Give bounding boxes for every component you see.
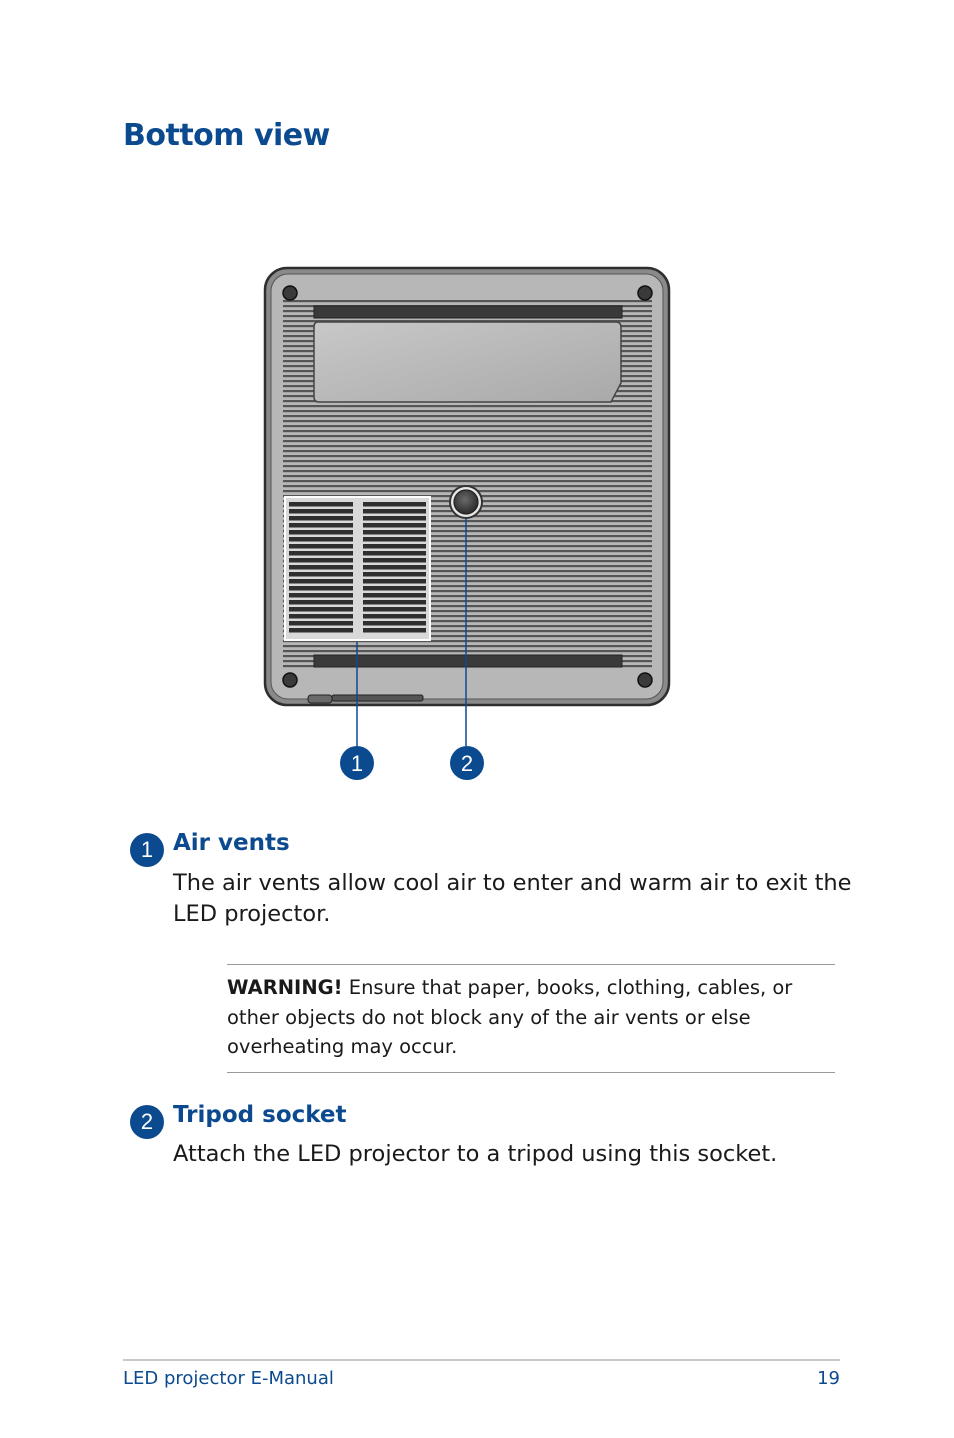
vent-slat <box>289 628 353 633</box>
vent-slat <box>363 509 426 514</box>
ridge-line <box>283 445 652 447</box>
vent-slat <box>289 607 353 612</box>
warning-label: WARNING! <box>227 976 343 999</box>
vent-slat <box>289 579 353 584</box>
vent-slat <box>363 502 426 507</box>
item-number-badge-2: 2 <box>130 1105 164 1139</box>
vent-slat <box>363 537 426 542</box>
callout-label-2: 2 <box>460 751 474 776</box>
vent-slat <box>363 572 426 577</box>
warning-box <box>227 964 835 1073</box>
item-description-air-vents: The air vents allow cool air to enter and warm air to exit the LED projector. <box>173 870 852 927</box>
bottom-slot <box>314 655 622 667</box>
ridge-line <box>283 300 652 302</box>
vent-slat <box>289 502 353 507</box>
callout-label-1: 1 <box>350 751 364 776</box>
ridge-line <box>283 425 652 427</box>
ridge-line <box>283 475 652 477</box>
vent-slat <box>289 509 353 514</box>
ridge-line <box>283 420 652 422</box>
screw-icon <box>638 673 652 687</box>
ridge-line <box>283 450 652 452</box>
top-slot <box>314 306 622 318</box>
footer-page-number: 19 <box>817 1368 840 1389</box>
vent-slat <box>363 607 426 612</box>
vent-slat <box>289 558 353 563</box>
ridge-line <box>283 405 652 407</box>
ridge-line <box>283 455 652 457</box>
vent-slat <box>289 516 353 521</box>
vent-slat <box>363 600 426 605</box>
item-number-badge-1: 1 <box>130 833 164 867</box>
vent-slat <box>363 544 426 549</box>
screw-icon <box>283 286 297 300</box>
ridge-line <box>283 460 652 462</box>
vent-slat <box>289 600 353 605</box>
vent-slat <box>289 523 353 528</box>
ridge-line <box>283 415 652 417</box>
ridge-line <box>283 650 652 652</box>
page-title: Bottom view <box>123 118 330 153</box>
ridge-line <box>283 470 652 472</box>
vent-slat <box>363 628 426 633</box>
vent-slat <box>289 544 353 549</box>
ridge-line <box>283 430 652 432</box>
vent-slat <box>363 593 426 598</box>
ridge-line <box>283 645 652 647</box>
screw-icon <box>283 673 297 687</box>
vent-slat <box>289 586 353 591</box>
vent-slat <box>363 565 426 570</box>
vent-slat <box>363 579 426 584</box>
vent-slat <box>363 530 426 535</box>
footer-divider <box>123 1359 840 1361</box>
vent-slat <box>363 558 426 563</box>
vent-slat <box>289 614 353 619</box>
vent-slat <box>363 551 426 556</box>
ridge-line <box>283 465 652 467</box>
ridge-line <box>283 410 652 412</box>
screw-icon <box>638 286 652 300</box>
footer-manual-title: LED projector E-Manual <box>123 1368 334 1389</box>
vent-slat <box>289 565 353 570</box>
vent-slat <box>289 621 353 626</box>
vent-slat <box>363 614 426 619</box>
vent-slat <box>363 621 426 626</box>
vent-slat <box>289 551 353 556</box>
vent-slat <box>363 516 426 521</box>
vent-slat <box>289 537 353 542</box>
vent-slat <box>289 530 353 535</box>
vent-slat <box>289 593 353 598</box>
ridge-line <box>283 440 652 442</box>
projector-bottom-diagram <box>250 255 690 785</box>
vent-slat <box>363 586 426 591</box>
item-title-air-vents: Air vents <box>173 830 290 856</box>
item-title-tripod-socket: Tripod socket <box>173 1102 347 1128</box>
label-plate <box>314 322 621 402</box>
vent-slat <box>289 572 353 577</box>
item-description-tripod-socket: Attach the LED projector to a tripod using this socket. <box>173 1141 778 1167</box>
ridge-line <box>283 480 652 482</box>
ridge-line <box>283 435 652 437</box>
warning-text: Ensure that paper, books, clothing, cables, or other objects do not block any of the air vents or else overheating may occur. <box>227 976 793 1058</box>
vent-slat <box>363 523 426 528</box>
